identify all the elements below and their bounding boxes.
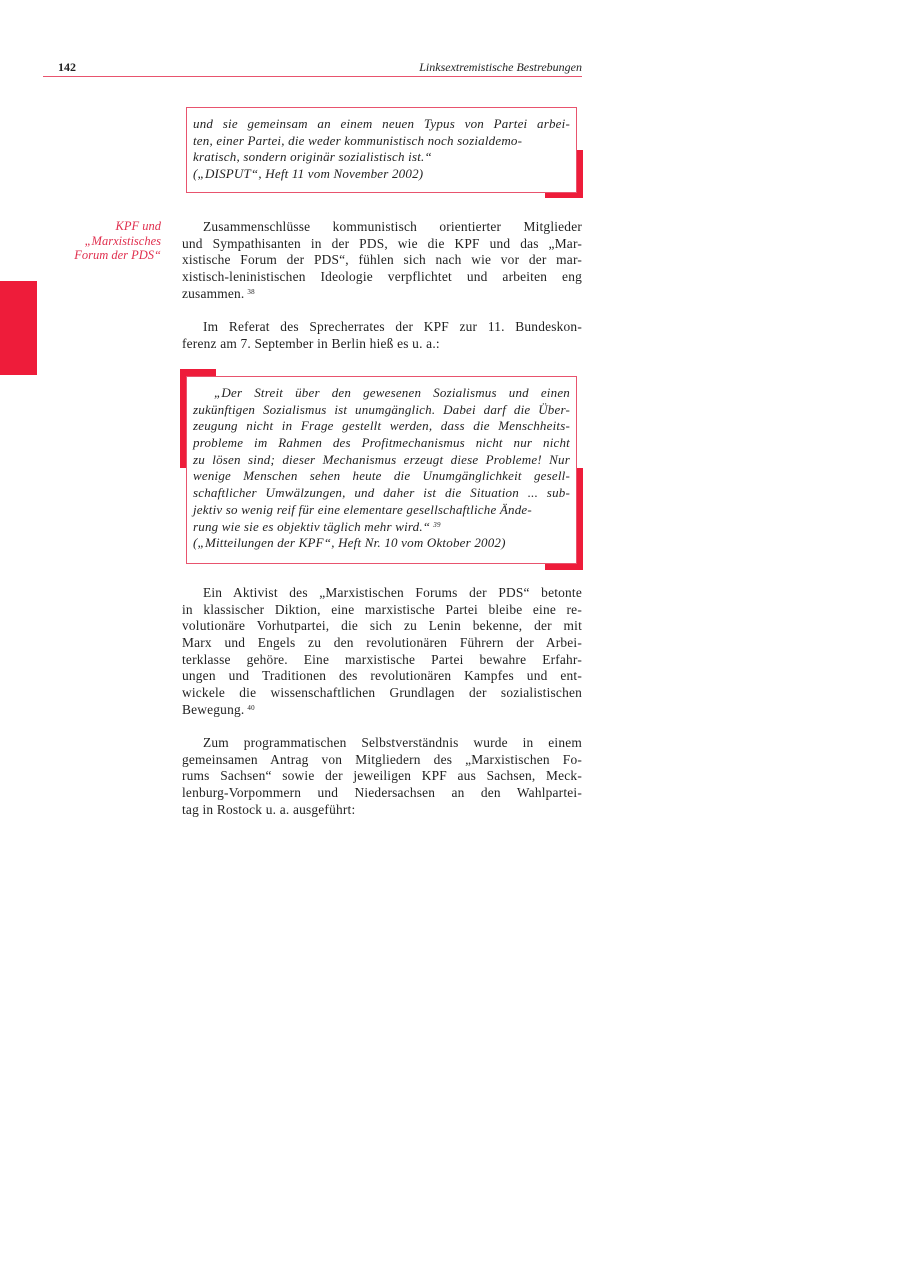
line-text: Zum programmatischen Selbstverständnis wurde in einem — [203, 735, 582, 750]
line-text: jektiv so wenig reif für eine elementare gesellschaftliche Ände- — [193, 501, 532, 517]
line-text: Ein Aktivist des „Marxistischen Forums der PDS“ betonte — [203, 585, 582, 600]
line-text: wenige Menschen sehen heute die Unumgänglichkeit gesell- — [193, 468, 570, 484]
text-line — [193, 116, 570, 133]
line-text: rums Sachsen“ sowie der jeweiligen KPF aus Sachsen, Meck- — [182, 768, 582, 784]
line-text: xistisch-leninistischen Ideologie verpflichtet und arbeiten eng — [182, 269, 582, 285]
line-text: gemeinsamen Antrag von Mitgliedern des „Marxistischen Fo- — [182, 751, 582, 767]
line-text: Zusammenschlüsse kommunistisch orientierter Mitglieder — [203, 219, 582, 234]
text-line — [182, 668, 582, 685]
line-text: „Der Streit über den gewesenen Sozialismus und einen — [214, 385, 570, 400]
running-title: Linksextremistische Bestrebungen — [419, 60, 582, 74]
text-line — [182, 618, 582, 635]
line-text: tag in Rostock u. a. ausgeführt: — [182, 801, 356, 817]
text-line — [182, 286, 582, 303]
text-line — [182, 652, 582, 669]
text-line — [182, 635, 582, 652]
paragraph-kpf-intro — [182, 219, 582, 302]
text-line — [193, 468, 570, 485]
quote-accent — [545, 563, 583, 570]
line-text: ungen und Traditionen des revolutionären Kampfes und ent- — [182, 668, 582, 684]
line-text: („DISPUT“, Heft 11 vom November 2002) — [193, 166, 424, 182]
text-line — [193, 435, 570, 452]
text-line — [193, 418, 570, 435]
line-text: terklasse gehöre. Eine marxistische Partei bewahre Erfahr- — [182, 651, 582, 667]
text-line — [182, 702, 582, 719]
text-line — [193, 385, 570, 402]
line-text: lenburg-Vorpommern und Niedersachsen an den Wahlpartei- — [182, 785, 582, 801]
text-line — [182, 219, 582, 236]
text-line — [193, 502, 570, 519]
quote-accent — [576, 468, 583, 570]
text-line — [182, 269, 582, 286]
text-line — [193, 485, 570, 502]
line-text: ferenz am 7. September in Berlin hieß es u. a.: — [182, 335, 440, 351]
line-text: schaftlicher Umwälzungen, und daher ist die Situation ... sub- — [193, 485, 570, 501]
text-line — [182, 236, 582, 253]
line-text: Marx und Engels zu den revolutionären Führern der Arbei- — [182, 635, 582, 651]
text-line — [182, 785, 582, 802]
chapter-tab-marker — [0, 281, 37, 375]
line-text: zukünftigen Sozialismus ist unumgänglich. Dabei darf die Über- — [193, 401, 570, 417]
text-line — [182, 802, 582, 819]
line-text: wickele die wissenschaftlichen Grundlagen der sozialistischen — [182, 685, 582, 701]
text-line — [182, 252, 582, 269]
header-rule — [43, 76, 582, 77]
paragraph-aktivist — [182, 585, 582, 719]
text-line — [182, 685, 582, 702]
line-text: und Sympathisanten in der PDS, wie die KPF und das „Mar- — [182, 235, 582, 251]
margin-note-line: KPF und — [115, 219, 161, 233]
text-line — [182, 319, 582, 336]
quote-text — [193, 385, 570, 552]
quote-text — [193, 116, 570, 183]
paragraph-text — [182, 319, 582, 352]
line-text: ten, einer Partei, die weder kommunistisch noch sozialdemo- — [193, 132, 523, 148]
text-line — [193, 133, 570, 150]
line-text: xistische Forum der PDS“, fühlen sich nach wie vor der mar- — [182, 252, 582, 268]
text-line — [193, 402, 570, 419]
line-text: zusammen. — [182, 285, 245, 301]
footnote-marker[interactable]: 40 — [247, 703, 255, 712]
paragraph-selbstverstaendnis — [182, 735, 582, 818]
paragraph-text — [182, 735, 582, 818]
paragraph-text — [182, 219, 582, 302]
line-text: und sie gemeinsam an einem neuen Typus von Partei arbei- — [193, 116, 570, 131]
line-text: volutionäre Vorhutpartei, die sich zu Lenin bekenne, der mit — [182, 618, 582, 634]
text-line — [193, 519, 570, 536]
paragraph-text — [182, 585, 582, 719]
text-line — [193, 452, 570, 469]
line-text: („Mitteilungen der KPF“, Heft Nr. 10 vom Oktober 2002) — [193, 535, 506, 551]
line-text: in klassischer Diktion, eine marxistische Partei bleibe eine re- — [182, 601, 582, 617]
quote-citation — [193, 535, 570, 552]
line-text: zeugung nicht in Frage gestellt werden, dass die Menschheits- — [193, 418, 570, 434]
page-number: 142 — [58, 60, 76, 74]
line-text: Bewegung. — [182, 701, 245, 717]
footnote-marker[interactable]: 39 — [433, 520, 441, 529]
line-text: Im Referat des Sprecherrates der KPF zur 11. Bundeskon- — [203, 319, 582, 334]
paragraph-referat — [182, 319, 582, 352]
quote-citation — [193, 166, 570, 183]
text-line — [182, 735, 582, 752]
line-text: probleme im Rahmen des Profitmechanismus nicht nur nicht — [193, 435, 570, 451]
text-line — [182, 585, 582, 602]
margin-note — [40, 219, 161, 263]
text-line — [182, 752, 582, 769]
margin-note-line: Forum der PDS“ — [74, 248, 161, 262]
quote-box-disput — [186, 107, 577, 193]
text-line — [182, 336, 582, 353]
quote-box-mitteilungen — [186, 376, 577, 564]
text-line — [182, 768, 582, 785]
line-text: zu lösen sind; dieser Mechanismus erzeugt diese Probleme! Nur — [193, 451, 570, 467]
text-line — [193, 149, 570, 166]
margin-note-line: „Marxistisches — [84, 233, 161, 248]
line-text: rung wie sie es objektiv täglich mehr wird.“ — [193, 518, 431, 534]
text-line — [182, 602, 582, 619]
line-text: kratisch, sondern originär sozialistisch ist.“ — [193, 149, 432, 165]
footnote-marker[interactable]: 38 — [247, 287, 255, 296]
